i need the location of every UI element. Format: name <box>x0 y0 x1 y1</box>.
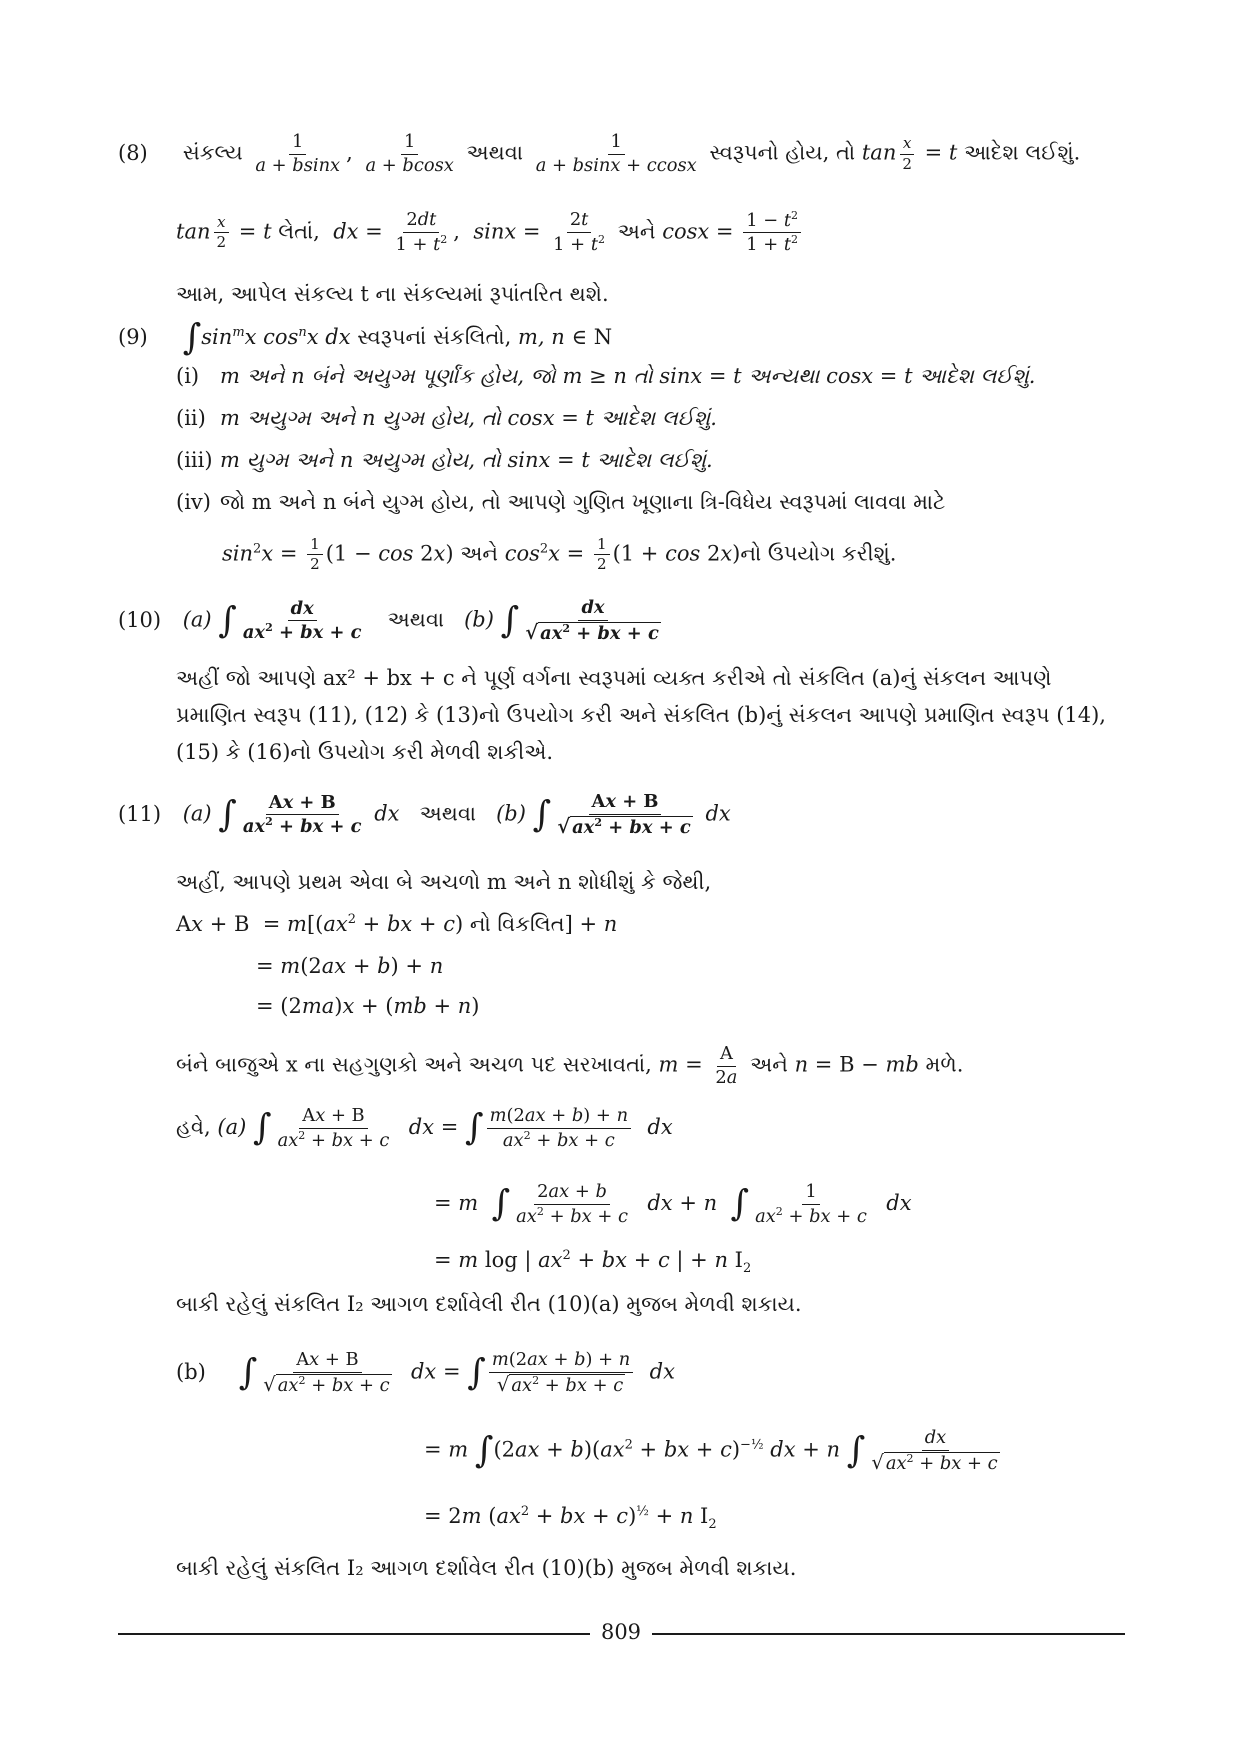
fraction: $\frac{x}{2}$ <box>899 135 915 173</box>
section-8-line-2: tan $\frac{x}{2}$ = t લેતાં, dx = $\frac{2dt}{1 + t^2}$ , sinx = $\frac{2t}{1 + t^2}$ અને cosx = $\frac{1 - t^2}{1 + t^2}$ <box>176 210 804 256</box>
equation-line: (b) ∫ $\frac{Ax + B}{√ ax^2 + bx + c}$ dx = ∫ $\frac{m(2ax + b) + n}{√ ax^2 + bx + c}$ dx <box>176 1349 675 1396</box>
section-8-note: આમ, આપેલ સંકલ્ય t ના સંકલ્યમાં રૂપાંતરિત થશે. <box>176 282 609 306</box>
equation-line: = m(2ax + b) + n <box>256 954 444 978</box>
text: અને <box>617 219 656 244</box>
section-number: (11) <box>118 801 162 826</box>
fraction: $\frac{2t}{1 + t^2}$ <box>553 209 606 255</box>
fraction: $\frac{Ax + B}{√ ax^2 + bx + c}$ <box>263 1349 390 1396</box>
text: સ્વરૂપનો હોય, તો <box>709 140 856 165</box>
fraction: $\frac{1}{a + bsinx}$ <box>255 131 341 176</box>
equation-line: = (2ma)x + (mb + n) <box>256 994 480 1018</box>
equation-line: = m $\int(2ax + b)(ax^2$ + bx + c)$^{-\frac{1}{2}}$ dx + n ∫ $\frac{dx}{√ ax^2 + bx + c}$ <box>424 1428 1006 1474</box>
section-8-line-1: (8) સંકલ્ય $\frac{1}{a + bsinx}$ , $\frac{1}{a + bcosx}$ અથવા $\frac{1}{a + bsinx + ccosx}$ સ્વરૂપનો હોય, તો tan $\frac{x}{2}$ = t આદેશ લઈશું. <box>118 131 1081 176</box>
text: સ્વરૂપનાં સંકલિતો, <box>357 324 512 349</box>
remark-a: બાકી રહેલું સંકલિત I₂ આગળ દર્શાવેલી રીત (10)(a) મુજબ મેળવી શકાય. <box>176 1292 802 1316</box>
fraction: $\frac{Ax + B}{ax^2 + bx + c}$ <box>242 791 362 838</box>
compare-line: બંને બાજુએ x ના સહગુણકો અને અચળ પદ સરખાવતાં, m = $\frac{A}{2a}$ અને n = B − mb મળે. <box>176 1043 964 1088</box>
text: નો ઉપયોગ કરીશું. <box>740 541 897 566</box>
fraction: $\frac{2dt}{1 + t^2}$ <box>395 209 448 255</box>
equation-line: હવે, (a) ∫ $\frac{Ax + B}{ax^2 + bx + c}$ dx = ∫ $\frac{m(2ax + b) + n}{ax^2 + bx + c}$ dx <box>176 1105 673 1151</box>
section-11-intro: અહીં, આપણે પ્રથમ એવા બે અચળો m અને n શોધીશું કે જેથી, <box>176 870 712 894</box>
fraction: $\frac{x}{2}$ <box>213 214 229 252</box>
text: સંકલ્ય <box>182 140 243 165</box>
section-number: (8) <box>118 140 148 165</box>
text: અને <box>460 541 498 566</box>
section-9-item-ii: (ii) m અયુગ્મ અને n યુગ્મ હોય, તો cosx = t આદેશ લઈશું. <box>176 406 717 430</box>
footer-rule-right <box>652 1633 1125 1635</box>
equation-line: = m log | $ax^2$ + bx + c | + n $I_2$ <box>434 1248 752 1277</box>
remark-b: બાકી રહેલું સંકલિત I₂ આગળ દર્શાવેલ રીત (10)(b) મુજબ મેળવી શકાય. <box>176 1556 797 1580</box>
equation-line: = m ∫ $\frac{2ax + b}{ax^2 + bx + c}$ dx + n ∫ $\frac{1}{ax^2 + bx + c}$ dx <box>434 1181 912 1227</box>
section-9-item-iv: (iv) જો m અને n બંને યુગ્મ હોય, તો આપણે ગુણિત ખૂણાના ત્રિ-વિધેય સ્વરૂપમાં લાવવા માટે <box>176 490 946 514</box>
section-9-formula: $\sin^2x$ = $\frac{1}{2}$ (1 − cos 2x) અને $\cos^2x$ = $\frac{1}{2}$ (1 + cos 2x)નો ઉપયોગ કરીશું. <box>222 535 897 574</box>
fraction: $\frac{1 - t^2}{1 + t^2}$ <box>743 210 801 256</box>
fraction: $\frac{Ax + B}{ax^2 + bx + c}$ <box>277 1105 390 1151</box>
section-11-head: (11) (a) ∫ $\frac{Ax + B}{ax^2 + bx + c}$ dx અથવા (b) ∫ $\frac{Ax + B}{√ ax^2 + bx + c}$ dx <box>118 791 731 838</box>
equation-line: = 2m ($ax^2$ + bx + c)$^{\frac{1}{2}}$ + n $I_2$ <box>424 1504 717 1533</box>
fraction: $\frac{dx}{√ ax^2 + bx + c}$ <box>525 597 659 644</box>
text: આદેશ લઈશું. <box>964 140 1081 165</box>
text: લેતાં, <box>278 219 320 244</box>
fraction: $\frac{Ax + B}{√ ax^2 + bx + c}$ <box>557 791 691 838</box>
fraction: $\frac{m(2ax + b) + n}{ax^2 + bx + c}$ <box>487 1106 631 1151</box>
section-9-item-i: (i) m અને n બંને અયુગ્મ પૂર્ણાંક હોય, જો m ≥ n તો sinx = t અન્યથા cosx = t આદેશ લઈશું. <box>176 364 1036 388</box>
section-number: (9) <box>118 324 148 349</box>
text: અથવા <box>466 140 523 165</box>
fraction: $\frac{1}{a + bsinx + ccosx}$ <box>535 131 697 176</box>
fraction: $\frac{dx}{ax^2 + bx + c}$ <box>242 597 362 644</box>
fraction: $\frac{1}{2}$ <box>307 536 323 574</box>
page-number: 809 <box>600 1620 642 1644</box>
fraction: $\frac{1}{2}$ <box>594 536 610 574</box>
fraction: $\frac{dx}{√ ax^2 + bx + c}$ <box>871 1427 998 1474</box>
fraction: $\frac{1}{ax^2 + bx + c}$ <box>755 1181 867 1227</box>
fraction: $\frac{A}{2a}$ <box>715 1043 738 1088</box>
fraction: $\frac{2ax + b}{ax^2 + bx + c}$ <box>516 1181 628 1227</box>
fraction: $\frac{1}{a + bcosx}$ <box>365 131 454 176</box>
section-9-head: (9) $\int\sin^mx$ $\cos^nx$ dx સ્વરૂપનાં સંકલિતો, m, n ∈ N <box>118 317 613 358</box>
section-10-head: (10) (a) ∫ $\frac{dx}{ax^2 + bx + c}$ અથવા (b) ∫ $\frac{dx}{√ ax^2 + bx + c}$ <box>118 598 667 644</box>
fraction: $\frac{m(2ax + b) + n}{√ ax^2 + bx + c}$ <box>489 1350 633 1396</box>
section-9-item-iii: (iii) m યુગ્મ અને n અયુગ્મ હોય, તો sinx = t આદેશ લઈશું. <box>176 448 713 472</box>
equation-line: $Ax + B = m[(ax^2$ + bx + c) નો વિકલિત] + n <box>176 912 618 936</box>
section-number: (10) <box>118 607 162 632</box>
footer-rule-left <box>118 1633 590 1635</box>
section-10-paragraph: અહીં જો આપણે ax² + bx + c ને પૂર્ણ વર્ગના સ્વરૂપમાં વ્યક્ત કરીએ તો સંકલિત (a)નું સંકલન આપણે પ્રમાણિત સ્વરૂપ (11), (12) કે (13)નો ઉપયોગ કરી અને સંકલિત (b)નું સંકલન આપણે પ્રમાણિત સ્વરૂપ (14), (15) કે (16)નો ઉપયોગ કરી મેળવી શકીએ. <box>176 666 1106 764</box>
